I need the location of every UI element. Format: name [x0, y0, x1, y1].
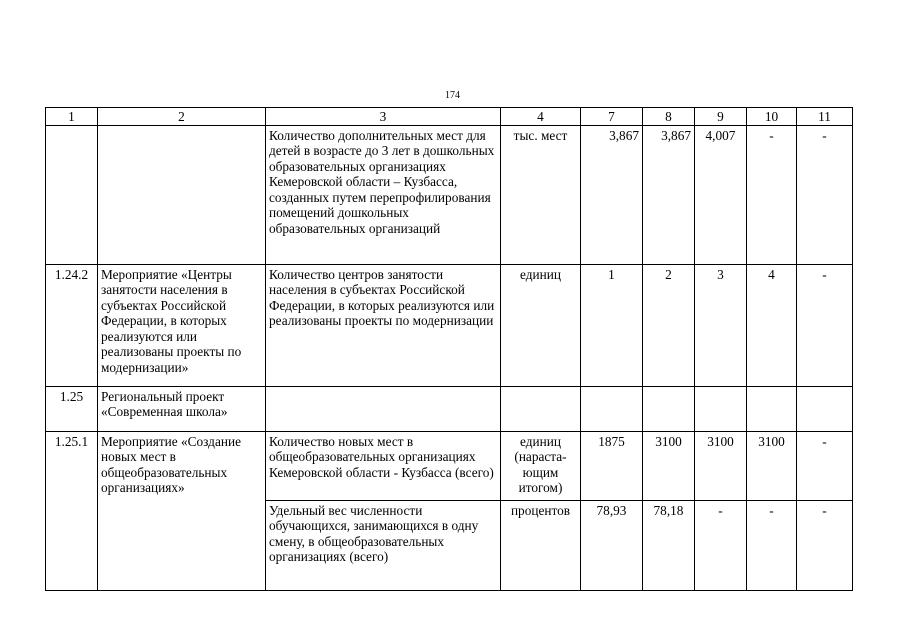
value-cell-11: - [797, 125, 853, 264]
value-cell-7: 3,867 [581, 125, 643, 264]
value-cell-7: 1 [581, 264, 643, 386]
column-number-row [46, 108, 853, 126]
column-header: 3 [266, 108, 501, 126]
unit-cell: единиц (нараста-ющим итогом) [501, 431, 581, 500]
value-cell-7: 1875 [581, 431, 643, 500]
column-header: 8 [643, 108, 695, 126]
column-header: 4 [501, 108, 581, 126]
row-number-cell [46, 125, 98, 264]
value-cell-8: 3,867 [643, 125, 695, 264]
value-cell-8: 3100 [643, 431, 695, 500]
value-cell-9: - [695, 500, 747, 590]
page-number: 174 [445, 90, 460, 101]
value-cell-9: 3 [695, 264, 747, 386]
value-cell-10 [747, 386, 797, 431]
value-cell-11: - [797, 264, 853, 386]
value-cell-9 [695, 386, 747, 431]
row-number-cell: 1.24.2 [46, 264, 98, 386]
value-cell-7 [581, 386, 643, 431]
table-row [46, 125, 853, 264]
value-cell-10: 4 [747, 264, 797, 386]
event-cell [98, 125, 266, 264]
column-header: 10 [747, 108, 797, 126]
value-cell-11: - [797, 431, 853, 500]
indicator-cell: Количество дополнительных мест для детей в возрасте до 3 лет в дошкольных образовательных организациях Кемеровской области – Кузбасса, созданных путем перепрофилирования помещений дошкольных образовательных организаций [266, 125, 501, 264]
column-header: 7 [581, 108, 643, 126]
row-number-cell: 1.25 [46, 386, 98, 431]
indicator-table [45, 107, 853, 591]
value-cell-8: 2 [643, 264, 695, 386]
table-row [46, 386, 853, 431]
value-cell-11: - [797, 500, 853, 590]
value-cell-9: 3100 [695, 431, 747, 500]
project-title-cell: Региональный проект «Современная школа» [98, 386, 266, 431]
indicator-cell: Удельный вес численности обучающихся, занимающихся в одну смену, в общеобразовательных организациях (всего) [266, 500, 501, 590]
column-header: 9 [695, 108, 747, 126]
value-cell-10: 3100 [747, 431, 797, 500]
indicator-cell: Количество новых мест в общеобразовательных организациях Кемеровской области - Кузбасса (всего) [266, 431, 501, 500]
value-cell-7: 78,93 [581, 500, 643, 590]
table-row [46, 431, 853, 500]
column-header: 11 [797, 108, 853, 126]
column-header: 2 [98, 108, 266, 126]
unit-cell [501, 386, 581, 431]
unit-cell: тыс. мест [501, 125, 581, 264]
row-number-cell: 1.25.1 [46, 431, 98, 590]
event-cell: Мероприятие «Создание новых мест в общеобразовательных организациях» [98, 431, 266, 590]
column-header: 1 [46, 108, 98, 126]
value-cell-8 [643, 386, 695, 431]
event-cell: Мероприятие «Центры занятости населения в субъектах Российской Федерации, в которых реализуются или реализованы проекты по модернизации» [98, 264, 266, 386]
value-cell-10: - [747, 500, 797, 590]
indicator-cell [266, 386, 501, 431]
value-cell-10: - [747, 125, 797, 264]
value-cell-9: 4,007 [695, 125, 747, 264]
value-cell-11 [797, 386, 853, 431]
indicator-cell: Количество центров занятости населения в субъектах Российской Федерации, в которых реализуются или реализованы проекты по модернизации [266, 264, 501, 386]
value-cell-8: 78,18 [643, 500, 695, 590]
table-row [46, 264, 853, 386]
unit-cell: процентов [501, 500, 581, 590]
unit-cell: единиц [501, 264, 581, 386]
